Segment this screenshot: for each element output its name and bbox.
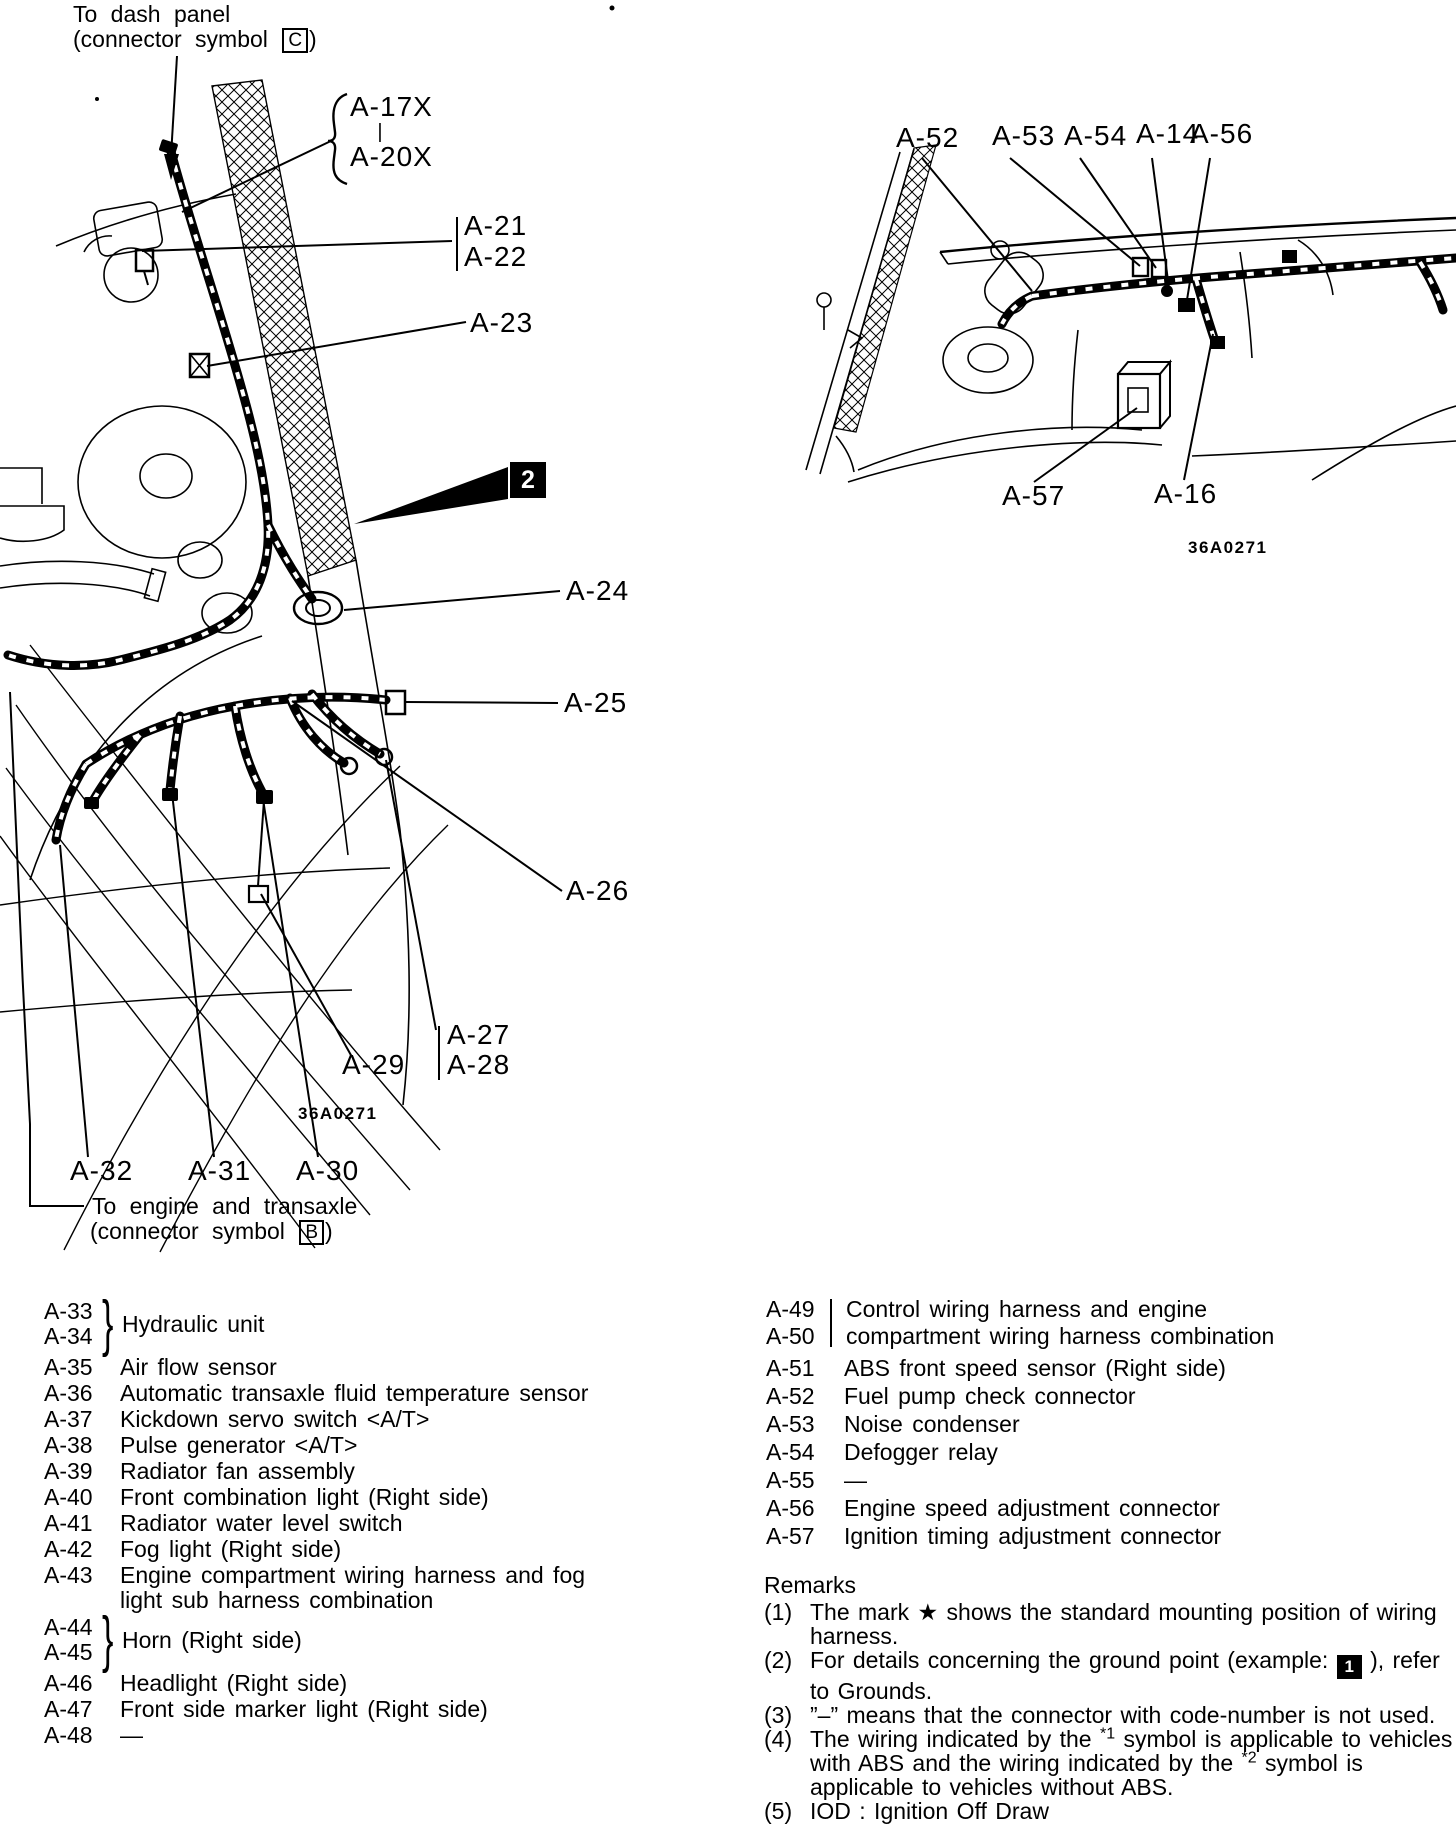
connector-desc: Air flow sensor [120,1354,277,1380]
connector-codes [766,1296,828,1350]
connector-code: A-37 [44,1406,93,1432]
ground-marker-2: 2 [510,462,546,498]
connector-codes [44,1433,120,1458]
connector-desc: Hydraulic unit [122,1310,265,1337]
connector-codes [766,1467,844,1494]
connector-descriptions [844,1383,1456,1410]
remark-item [764,1703,1456,1727]
connector-descriptions [120,1537,674,1562]
connector-desc: Horn (Right side) [122,1626,302,1653]
remark-text: The wiring indicated by the $^{*1}$ symbol is applicable to vehicles with ABS and the wiring indicated by the $^{*2}$ symbol is applicable to vehicles without ABS. [810,1725,1453,1800]
connector-descriptions [120,1381,674,1406]
connector-code: A-52 [766,1383,815,1409]
list-item [44,1289,674,1358]
connector-descriptions [122,1628,674,1653]
connector-desc: Fog light (Right side) [120,1536,342,1562]
connector-descriptions [120,1563,674,1613]
connector-code: A-57 [766,1523,815,1549]
connector-code: A-49 [766,1296,815,1322]
list-item [44,1537,674,1562]
group-brace: } [102,1289,114,1358]
note-to-dash-panel-line2: (connector symbol C ) [73,26,317,52]
connector-desc: light sub harness combination [120,1587,434,1613]
asterisk-superscript: *1 [1100,1725,1116,1743]
connector-desc: — [120,1722,143,1748]
connector-codes [44,1459,120,1484]
remark-text: For details concerning the ground point (example: 1 ), refer to Grounds. [810,1647,1440,1704]
callout-a21: A-21 [464,210,528,241]
connector-descriptions [120,1697,674,1722]
connector-desc: compartment wiring harness combination [846,1323,1275,1349]
list-item [766,1296,1456,1350]
list-item [44,1459,674,1484]
callout-a14: A-14 [1136,118,1200,149]
connector-descriptions [844,1411,1456,1438]
connector-code: A-38 [44,1432,93,1458]
callout-a17x-a20x [350,93,433,171]
callout-a23: A-23 [470,307,534,338]
ground-example-marker: 1 [1337,1655,1362,1679]
connector-code: A-50 [766,1323,815,1349]
connector-symbol-box-b: B [299,1220,324,1245]
connector-descriptions [120,1511,674,1536]
remark-item [764,1799,1456,1823]
connector-symbol-box-c: C [282,28,308,53]
callout-a26: A-26 [566,875,630,906]
callout-a30: A-30 [296,1155,360,1186]
connector-codes [44,1671,120,1696]
right-harness [1002,258,1456,338]
connector-descriptions [844,1355,1456,1382]
connector-codes [44,1615,102,1665]
callout-a28: A-28 [447,1049,511,1080]
connector-desc: Noise condenser [844,1411,1020,1437]
list-item [44,1563,674,1613]
callout-a31: A-31 [188,1155,252,1186]
connector-desc: Ignition timing adjustment connector [844,1523,1222,1549]
bracket-a27-a28 [438,1026,440,1080]
remark-text: IOD : Ignition Off Draw [810,1798,1049,1824]
connector-codes [766,1355,844,1382]
ground-pointer-icon [354,467,508,524]
connector-desc: — [844,1467,867,1493]
list-item [766,1439,1456,1466]
connector-code: A-43 [44,1562,93,1588]
list-item [44,1433,674,1458]
connector-descriptions [844,1439,1456,1466]
connector-desc: Pulse generator <A/T> [120,1432,358,1458]
callout-a54: A-54 [1064,120,1128,151]
remarks-section [764,1572,1456,1823]
list-item [44,1697,674,1722]
connector-code: A-54 [766,1439,815,1465]
connector-code: A-42 [44,1536,93,1562]
connector-desc: Front side marker light (Right side) [120,1696,488,1722]
figure-code-right: 36A0271 [1188,538,1268,557]
connector-desc: Automatic transaxle fluid temperature sensor [120,1380,589,1406]
callout-a16: A-16 [1154,478,1218,509]
list-item [766,1411,1456,1438]
connector-descriptions [120,1407,674,1432]
connector-desc: Engine speed adjustment connector [844,1495,1220,1521]
list-item [766,1495,1456,1522]
remark-number: (1) [764,1599,793,1625]
callout-a27: A-27 [447,1019,511,1050]
connector-code: A-44 [44,1614,93,1640]
connector-code: A-35 [44,1354,93,1380]
callout-a29: A-29 [342,1049,406,1080]
connector-descriptions [120,1459,674,1484]
remark-item [764,1648,1456,1703]
connector-codes [44,1697,120,1722]
connector-descriptions [844,1467,1456,1494]
connector-codes [44,1537,120,1562]
connector-descriptions [120,1485,674,1510]
right-leader-lines [922,158,1213,482]
connector-codes [44,1511,120,1536]
connector-codes [44,1299,102,1349]
list-item [44,1355,674,1380]
connector-desc: Defogger relay [844,1439,998,1465]
connector-code: A-39 [44,1458,93,1484]
connector-desc: Kickdown servo switch <A/T> [120,1406,430,1432]
list-item [44,1381,674,1406]
connector-desc: Radiator water level switch [120,1510,403,1536]
figure-code-left: 36A0271 [298,1104,378,1123]
callout-range-divider: | [377,121,383,143]
list-item [766,1467,1456,1494]
connector-codes [766,1523,844,1550]
callout-a24: A-24 [566,575,630,606]
connector-descriptions [844,1523,1456,1550]
list-item [766,1355,1456,1382]
connector-descriptions [120,1671,674,1696]
connector-codes [766,1411,844,1438]
callout-a32: A-32 [70,1155,134,1186]
connector-code: A-46 [44,1670,93,1696]
list-item [766,1383,1456,1410]
connector-code: A-47 [44,1696,93,1722]
connector-codes [44,1723,120,1748]
remark-text: ”–” means that the connector with code-number is not used. [810,1702,1436,1728]
connector-desc: Engine compartment wiring harness and fog [120,1562,586,1588]
list-item [44,1485,674,1510]
remark-number: (3) [764,1702,793,1728]
connector-code: A-56 [766,1495,815,1521]
callout-a52: A-52 [896,122,960,153]
list-item [766,1523,1456,1550]
connector-code: A-51 [766,1355,815,1381]
connector-codes [44,1381,120,1406]
connector-descriptions [844,1495,1456,1522]
connector-descriptions [120,1433,674,1458]
connector-descriptions [120,1355,674,1380]
connector-desc: Front combination light (Right side) [120,1484,489,1510]
callout-a57: A-57 [1002,480,1066,511]
connector-list-left [44,1289,674,1749]
callout-a25: A-25 [564,687,628,718]
remark-text: The mark ★ shows the standard mounting position of wiring harness. [810,1599,1437,1649]
connector-code: A-48 [44,1722,93,1748]
connector-codes [44,1485,120,1510]
remark-number: (4) [764,1726,793,1752]
note-to-dash-panel-line1: To dash panel [73,1,231,27]
connector-codes [766,1439,844,1466]
callout-a56: A-56 [1190,118,1254,149]
connector-desc: Radiator fan assembly [120,1458,355,1484]
remark-number: (2) [764,1647,793,1673]
connector-desc: Headlight (Right side) [120,1670,348,1696]
list-item [44,1407,674,1432]
connector-codes [44,1563,120,1588]
connector-desc: ABS front speed sensor (Right side) [844,1355,1226,1381]
connector-codes [44,1407,120,1432]
connector-codes [766,1383,844,1410]
right-diagram-body-lines [806,145,1456,482]
connector-codes [44,1355,120,1380]
callout-a17x: A-17X [350,91,433,122]
connector-codes [766,1495,844,1522]
bracket-a21-a22 [456,217,458,271]
remark-number: (5) [764,1798,793,1824]
list-item [44,1511,674,1536]
connector-code: A-45 [44,1639,93,1665]
remarks-title: Remarks [764,1572,857,1598]
remark-item [764,1727,1456,1799]
connector-descriptions [120,1723,674,1748]
callout-a53: A-53 [992,120,1056,151]
asterisk-superscript: *2 [1241,1749,1257,1767]
connector-desc: Fuel pump check connector [844,1383,1136,1409]
connector-code: A-41 [44,1510,93,1536]
connector-code: A-53 [766,1411,815,1437]
connector-code: A-40 [44,1484,93,1510]
connector-code: A-34 [44,1323,93,1349]
connector-list-right [766,1296,1456,1551]
connector-desc: Control wiring harness and engine [846,1296,1208,1322]
note-to-engine-line1: To engine and transaxle [92,1193,358,1219]
connector-code: A-36 [44,1380,93,1406]
note-to-engine-line2: (connector symbol B ) [90,1218,333,1244]
connector-descriptions [122,1312,674,1337]
remark-item [764,1600,1456,1648]
callout-a22: A-22 [464,241,528,272]
group-brace: } [102,1605,114,1674]
list-item [44,1671,674,1696]
callout-a20x: A-20X [350,141,433,172]
connector-code: A-55 [766,1467,815,1493]
connector-descriptions [846,1296,1456,1350]
group-bar [830,1299,832,1347]
list-item [44,1723,674,1748]
right-harness-dashes [1002,258,1456,338]
list-item [44,1605,674,1674]
connector-code: A-33 [44,1298,93,1324]
